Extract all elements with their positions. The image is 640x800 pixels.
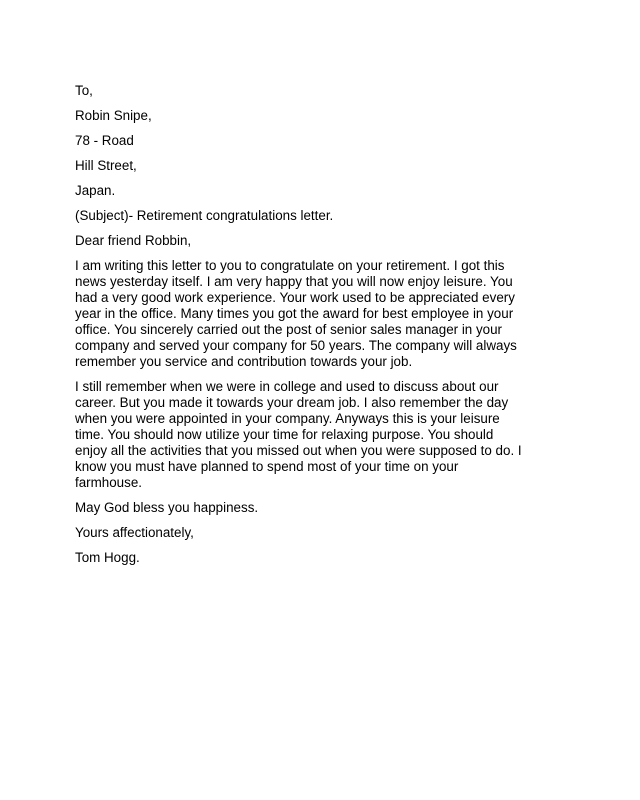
- paragraph-line: company and served your company for 50 years. The company will always: [75, 338, 517, 353]
- paragraph-line: news yesterday itself. I am very happy that you will now enjoy leisure. You: [75, 274, 513, 289]
- paragraph-line: when you were appointed in your company. Anyways this is your leisure: [75, 411, 500, 426]
- subject-line: (Subject)- Retirement congratulations letter.: [75, 208, 334, 223]
- paragraph-line: office. You sincerely carried out the post of senior sales manager in your: [75, 322, 503, 337]
- letter-body: [75, 83, 575, 575]
- signature: Tom Hogg.: [75, 550, 140, 565]
- greeting: Dear friend Robbin,: [75, 233, 192, 248]
- salutation-to: To,: [75, 83, 93, 98]
- closing-line: Yours affectionately,: [75, 525, 194, 540]
- paragraph-1: [75, 258, 575, 370]
- address-line-2: Hill Street,: [75, 158, 137, 173]
- paragraph-line: enjoy all the activities that you missed out when you were supposed to do. I: [75, 443, 522, 458]
- paragraph-line: I am writing this letter to you to congratulate on your retirement. I got this: [75, 258, 505, 273]
- paragraph-line: remember you service and contribution towards your job.: [75, 354, 413, 369]
- blessing-line: May God bless you happiness.: [75, 500, 259, 515]
- paragraph-line: I still remember when we were in college and used to discuss about our: [75, 379, 499, 394]
- paragraph-line: farmhouse.: [75, 475, 142, 490]
- paragraph-2: [75, 379, 575, 491]
- address-line-1: 78 - Road: [75, 133, 134, 148]
- paragraph-line: time. You should now utilize your time for relaxing purpose. You should: [75, 427, 494, 442]
- paragraph-line: had a very good work experience. Your work used to be appreciated every: [75, 290, 515, 305]
- address-line-3: Japan.: [75, 183, 116, 198]
- paragraph-line: career. But you made it towards your dream job. I also remember the day: [75, 395, 509, 410]
- paragraph-line: year in the office. Many times you got the award for best employee in your: [75, 306, 514, 321]
- recipient-name: Robin Snipe,: [75, 108, 152, 123]
- paragraph-line: know you must have planned to spend most of your time on your: [75, 459, 459, 474]
